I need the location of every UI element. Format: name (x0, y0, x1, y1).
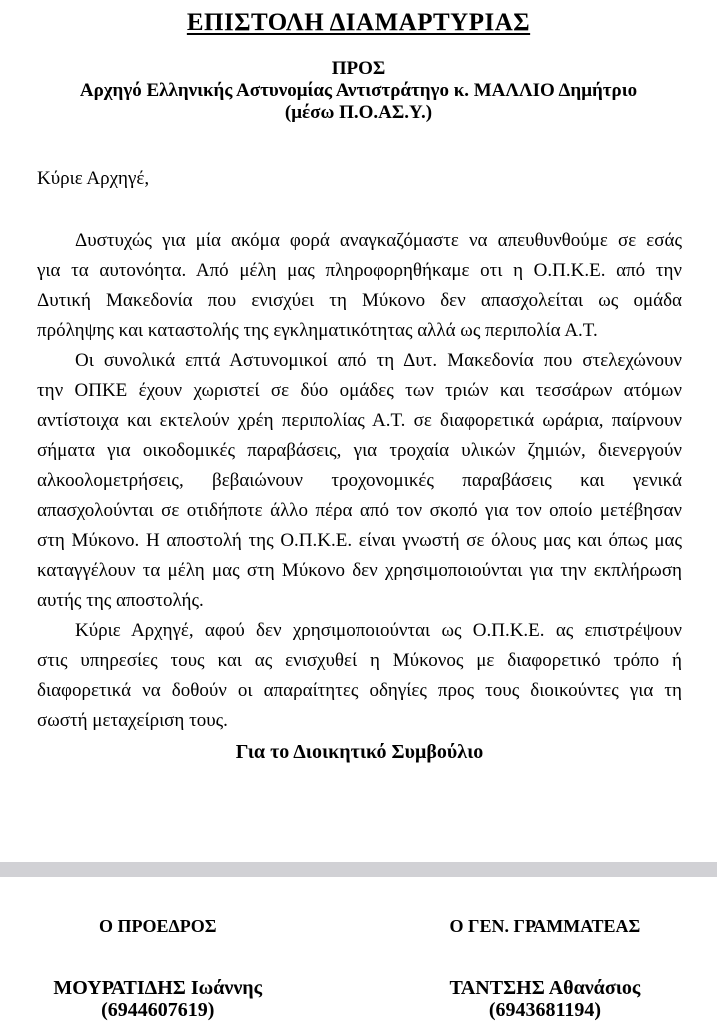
body-line: Κύριε Αρχηγέ, αφού δεν χρησιμοποιούνται ως Ο.Π.Κ.Ε. ας επιστρέψουν (75, 620, 682, 641)
via-line: (μέσω Π.Ο.ΑΣ.Υ.) (284, 102, 433, 123)
body-line: Δυτική Μακεδονία που ενισχύει τη Μύκονο δεν απασχολείται ως ομάδα (37, 290, 682, 311)
signature-name: ΜΟΥΡΑΤΙΔΗΣ Ιωάννης (53, 977, 263, 999)
body-line: σήματα για οικοδομικές παραβάσεις, για τροχαία υλικών ζημιών, διενεργούν (37, 440, 682, 461)
body-line: αντίστοιχα και εκτελούν χρέη περιπολίας Α.Τ. σε διαφορετικά ωράρια, παίρνουν (37, 410, 682, 431)
letter-header (0, 0, 717, 124)
page-separator-band (0, 862, 717, 877)
salutation: Κύριε Αρχηγέ, (37, 168, 150, 189)
body-line: την ΟΠΚΕ έχουν χωριστεί σε δύο ομάδες των τριών και τεσσάρων ατόμων (37, 380, 682, 401)
body-line: αλκοολομετρήσεις, βεβαιώνουν τροχονομικές παραβάσεις και γενικά (37, 470, 682, 491)
body-line: στη Μύκονο. Η αποστολή της Ο.Π.Κ.Ε. είναι γνωστή σε όλους μας και όπως μας (37, 530, 682, 551)
page-title (0, 0, 717, 38)
closing-heading: Για το Διοικητικό Συμβούλιο (235, 741, 484, 763)
signature-left (0, 915, 315, 1021)
paragraphs (37, 226, 682, 736)
signature-right (373, 915, 717, 1021)
body-line: Δυστυχώς για μία ακόμα φορά αναγκαζόμαστε να απευθυνθούμε σε εσάς (75, 230, 682, 251)
signature-name: ΤΑΝΤΣΗΣ Αθανάσιος (449, 977, 641, 999)
letter-body (0, 164, 717, 764)
body-line: καταγγέλουν τα μέλη μας στη Μύκονο δεν χρησιμοποιούνται για την εκπλήρωση (37, 560, 682, 581)
body-line: σωστή μεταχείριση τους. (37, 710, 228, 731)
to-label: ΠΡΟΣ (331, 58, 386, 79)
signature-role: Ο ΓΕΝ. ΓΡΑΜΜΑΤΕΑΣ (449, 916, 641, 936)
paragraph (37, 346, 682, 616)
body-line: Οι συνολικά επτά Αστυνομικοί από τη Δυτ. Μακεδονία που στελεχώνουν (75, 350, 682, 371)
signature-phone: (6943681194) (488, 999, 602, 1021)
addressee-line: Αρχηγό Ελληνικής Αστυνομίας Αντιστράτηγο κ. ΜΑΛΛΙΟ Δημήτριο (79, 80, 638, 101)
paragraph (37, 616, 682, 736)
signature-block (0, 915, 717, 1021)
body-line: απασχολούνται σε οτιδήποτε άλλο πέρα από τον σκοπό για τον οποίο μετέβησαν (37, 500, 682, 521)
signature-phone: (6944607619) (101, 999, 215, 1021)
body-line: πρόληψης και καταστολής της εγκληματικότητας αλλά ως περιπολία Α.Τ. (37, 320, 598, 341)
body-line: στις υπηρεσίες τους και ας ενισχυθεί η Μύκονος με διαφορετικό τρόπο ή (37, 650, 682, 671)
paragraph (37, 226, 682, 346)
body-line: διαφορετικά να δοθούν οι απαραίτητες οδηγίες προς τους διοικούντες για τη (37, 680, 682, 701)
signature-role: Ο ΠΡΟΕΔΡΟΣ (98, 916, 217, 936)
body-line: αυτής της αποστολής. (37, 590, 204, 611)
page-title-text: ΕΠΙΣΤΟΛΗ ΔΙΑΜΑΡΤΥΡΙΑΣ (186, 9, 531, 36)
body-line: για τα αυτονόητα. Από μέλη μας πληροφορηθήκαμε οτι η Ο.Π.Κ.Ε. από την (37, 260, 682, 281)
